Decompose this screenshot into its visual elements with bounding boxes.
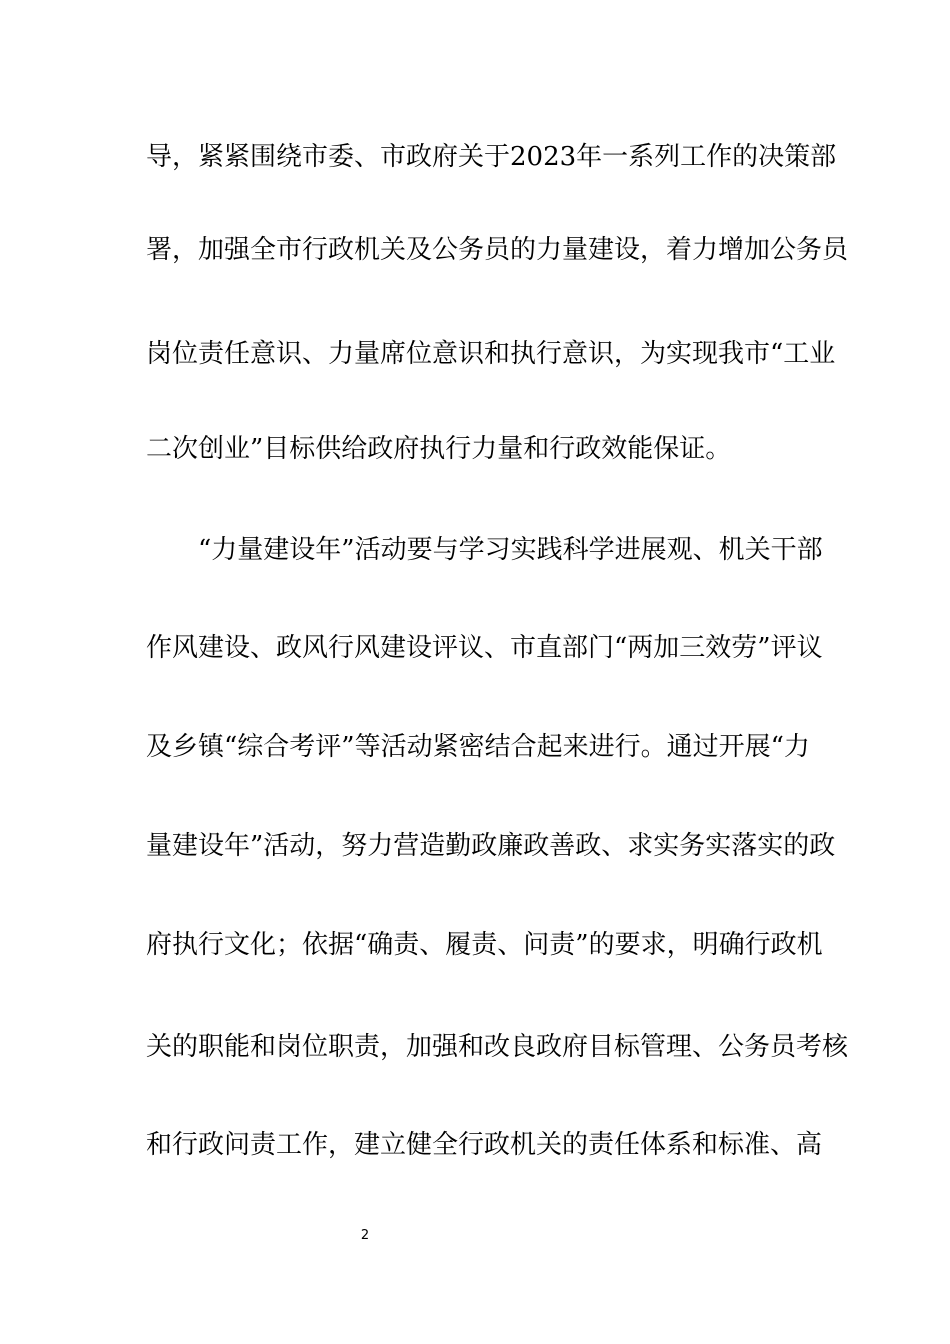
paragraph-2-line-4: 量建设年”活动，努力营造勤政廉政善政、求实务实落实的政 [146, 831, 836, 861]
paragraph-2-line-1: “力量建设年”活动要与学习实践科学进展观、机关干部 [198, 535, 823, 565]
paragraph-2-line-3: 及乡镇“综合考评”等活动紧密结合起来进行。通过开展“力 [146, 732, 810, 762]
paragraph-1-line-3: 岗位责任意识、力量席位意识和执行意识，为实现我市“工业 [146, 339, 836, 369]
paragraph-1-line-2: 署，加强全市行政机关及公务员的力量建设，着力增加公务员 [146, 235, 849, 265]
paragraph-1-line-4: 二次创业”目标供给政府执行力量和行政效能保证。 [146, 434, 732, 464]
paragraph-2-line-7: 和行政问责工作，建立健全行政机关的责任体系和标准、高 [146, 1130, 823, 1160]
page-number: 2 [360, 1228, 370, 1243]
paragraph-2-line-6: 关的职能和岗位职责，加强和改良政府目标管理、公务员考核 [146, 1032, 849, 1062]
paragraph-1-line-1: 导，紧紧围绕市委、市政府关于2023年一系列工作的决策部 [146, 142, 837, 172]
paragraph-2-line-5: 府执行文化；依据“确责、履责、问责”的要求，明确行政机 [146, 930, 823, 960]
paragraph-2-line-2: 作风建设、政风行风建设评议、市直部门“两加三效劳”评议 [146, 633, 823, 663]
